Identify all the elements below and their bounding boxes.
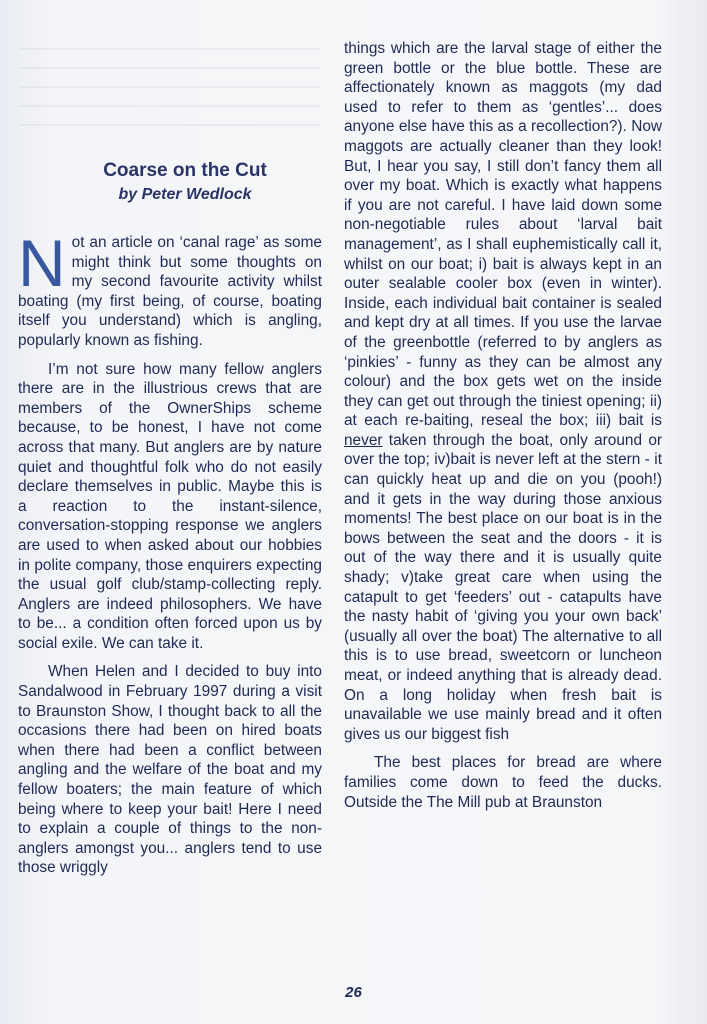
article-heading [18, 158, 322, 206]
paragraph-bread-places: The best places for bread are where families come down to feed the ducks. Outside the The Mill pub at Braunston [344, 754, 662, 811]
paragraph-anglers: I’m not sure how many fellow anglers there are in the illustrious crews that are members of the OwnerShips scheme because, to be honest, I have not come across that many. But anglers are by nature quiet and thoughtful folk who do not easily declare themselves in public. Maybe this is a reaction to the instant-silence, conversation-stopping response we anglers are used to when asked about our hobbies in polite company, those enquirers expecting the usual golf club/stamp-collecting reply. Anglers are indeed philosophers. We have to be... a condition often forced upon us by social exile. We can take it. [18, 360, 322, 652]
bait-rules-text-b: taken through the boat, only around or over the top; iv)bait is never left at the stern - it can quickly heat up and die on you (pooh!) and it gets in the way during those anxious moments! The best place on our boat is in the bows between the seat and the doors - it is out of the way there and it is usually quite shady; v)take great care when using the catapult to get ‘feeders’ out - catapults have the nasty habit of ‘giving you your own back’ (usually all over the boat) The alternative to all this is to use bread, sweetcorn or luncheon meat, or indeed anything that is already dead. On a long holiday when fresh bait is unavailable we use mainly bread and it often gives us our biggest fish [344, 431, 662, 743]
page-number: 26 [345, 984, 362, 1001]
paragraph-intro [18, 226, 322, 351]
left-column-body [18, 226, 322, 878]
drop-cap: N [18, 226, 66, 300]
paragraph-sandalwood: When Helen and I decided to buy into Sandalwood in February 1997 during a visit to Braunston Show, I thought back to all the occasions there had been on hired boats when there had been a conflict between angling and the welfare of the boat and my fellow boaters; the main feature of which being where to keep your bait! Here I need to explain a couple of things to the non-anglers amongst you... anglers tend to use those wriggly [18, 663, 322, 877]
right-column-body [344, 39, 662, 812]
article-title: Coarse on the Cut [103, 160, 267, 181]
paragraph-intro-text: ot an article on ‘canal rage’ as some might think but some thoughts on my second favourite activity whilst boating (my first being, of course, boating itself you understand) which is angling, popularly known as fishing. [18, 234, 322, 349]
bait-rules-text-a: things which are the larval stage of either the green bottle or the blue bottle. These are affectionately known as maggots (my dad used to refer to them as ‘gentles’... does anyone else have this as a recollection?). Now maggots are actually cleaner than they look! But, I hear you say, I still don’t fancy them all over my boat. Which is exactly what happens if you are not careful. I have laid down some non-negotiable rules about ‘larval bait management’, as I shall euphemistically call it, whilst on our boat; i) bait is always kept in an outer sealable cooler box (even in winter). Inside, each individual bait container is sealed and kept dry at all times. If you use the larvae of the greenbottle (referred to by anglers as ‘pinkies’ - funny as they can be almost any colour) and the box gets wet on the inside they can get out through the tiniest opening; ii) at each re-baiting, reseal the box; iii) bait is [344, 40, 662, 430]
bleed-through-text [20, 48, 320, 138]
paragraph-bait-rules [344, 39, 662, 744]
underlined-never: never [344, 431, 383, 449]
article-byline: by Peter Wedlock [118, 186, 252, 203]
